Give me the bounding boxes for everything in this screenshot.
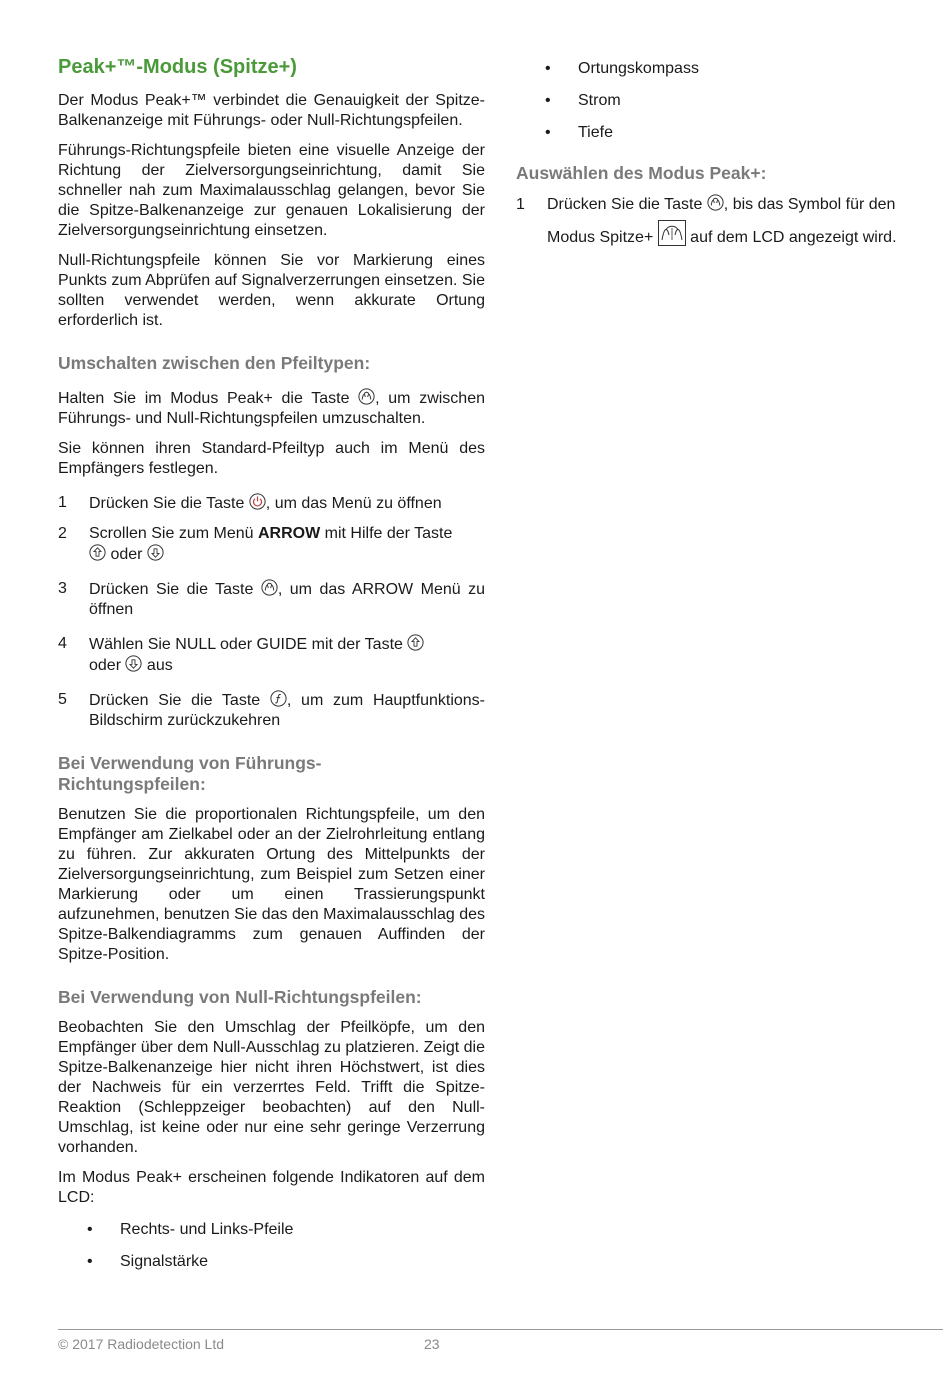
power-key-icon [249,493,266,510]
section-heading-null: Bei Verwendung von Null-Richtungspfeilen: [58,987,422,1007]
list-item: 2 Scrollen Sie zum Menü ARROW mit Hilfe der Taste oder [58,525,453,563]
list-item: • Rechts- und Links-Pfeile [87,1221,294,1238]
guide-usage-paragraph: Benutzen Sie die proportionalen Richtungspfeile, um den Empfänger am Zielkabel oder an der Zielrohrleitung entlang zu führen. Zur akkuraten Ortung des Mittelpunkts der Zielversorgungseinrichtung, zum Beispiel zum Setzen einer Markierung oder um einen Trassierungspunkt aufzunehmen, benutzen Sie das den Maximalausschlag des Spitze-Balkendiagramms zum genauen Auffinden der Spitze-Position. [58,806,485,963]
indicators-list [58,1220,485,1272]
footer-copyright: © 2017 Radiodetection Ltd [58,1336,224,1352]
function-key-icon [270,690,287,707]
arrow-steps-list [58,493,485,731]
mode-key-icon [358,388,375,405]
indicators-paragraph: Im Modus Peak+ erscheinen folgende Indikatoren auf dem LCD: [58,1169,485,1206]
list-item: • Strom [545,92,621,109]
down-arrow-key-icon [147,544,164,561]
list-item: • Signalstärke [87,1253,209,1270]
list-item: 1 Drücken Sie die Taste , um das Menü zu öffnen [58,494,442,512]
null-usage-paragraph: Beobachten Sie den Umschlag der Pfeilköpfe, um den Empfänger über dem Null-Ausschlag zu platzieren. Zeigt die Spitze-Balkenanzeige hier nicht ihren Höchstwert, ist dies der Nachweis für ein verzerrtes Feld. Trifft die Spitze-Reaktion (Schleppzeiger beobachten) auf den Null- Umschlag, ist keine oder nur eine sehr geringe Verzerrung vorhanden. [58,1019,485,1156]
indicators-list-continued [516,59,944,143]
null-arrows-paragraph: Null-Richtungspfeile können Sie vor Markierung eines Punkts zum Abprüfen auf Signalverzerrungen einsetzen. Sie sollten verwendet werden, wenn akkurate Ortung erforderlich ist. [58,252,485,329]
guide-arrows-paragraph: Führungs-Richtungspfeile bieten eine visuelle Anzeige der Richtung der Zielversorgungseinrichtung, damit Sie schneller nah zum Maximalausschlag gelangen, bevor Sie die Spitze-Balkenanzeige zur genauen Lokalisierung der Zielversorgungseinrichtung einsetzen. [58,142,485,239]
up-arrow-key-icon [89,544,106,561]
section-heading-guide-line2: Richtungspfeilen: [58,774,206,794]
section-heading-switch: Umschalten zwischen den Pfeiltypen: [58,353,371,373]
page-number: 23 [424,1336,440,1352]
page-title: Peak+™-Modus (Spitze+) [58,56,297,78]
intro-paragraph: Der Modus Peak+™ verbindet die Genauigkeit der Spitze-Balkenanzeige mit Führungs- oder Null-Richtungspfeilen. [58,92,485,129]
footer-divider [58,1329,943,1330]
down-arrow-key-icon [125,655,142,672]
section-heading-select: Auswählen des Modus Peak+: [516,163,767,183]
left-column [58,56,485,1272]
list-item: 1 Drücken Sie die Taste , bis das Symbol für den Modus Spitze+ auf dem LCD angezeigt wird. [516,196,897,246]
mode-key-icon [707,194,724,211]
list-item: • Tiefe [545,124,613,141]
switch-menu-paragraph: Sie können ihren Standard-Pfeiltyp auch im Menü des Empfängers festlegen. [58,440,485,477]
list-item: 3 Drücken Sie die Taste , um das ARROW Menü zu öffnen [58,580,485,618]
switch-paragraph: Halten Sie im Modus Peak+ die Taste , um zwischen Führungs- und Null-Richtungspfeilen umzuschalten. [58,390,485,427]
right-column [516,59,944,253]
peak-plus-lcd-icon [658,220,686,246]
list-item: • Ortungskompass [545,60,699,77]
list-item: 4 Wählen Sie NULL oder GUIDE mit der Taste oder aus [58,634,485,676]
section-heading-guide-line1: Bei Verwendung von Führungs- [58,753,322,773]
up-arrow-key-icon [407,634,424,651]
list-item: 5 Drücken Sie die Taste , um zum Hauptfunktions-Bildschirm zurückzukehren [58,691,486,729]
mode-key-icon [261,579,278,596]
